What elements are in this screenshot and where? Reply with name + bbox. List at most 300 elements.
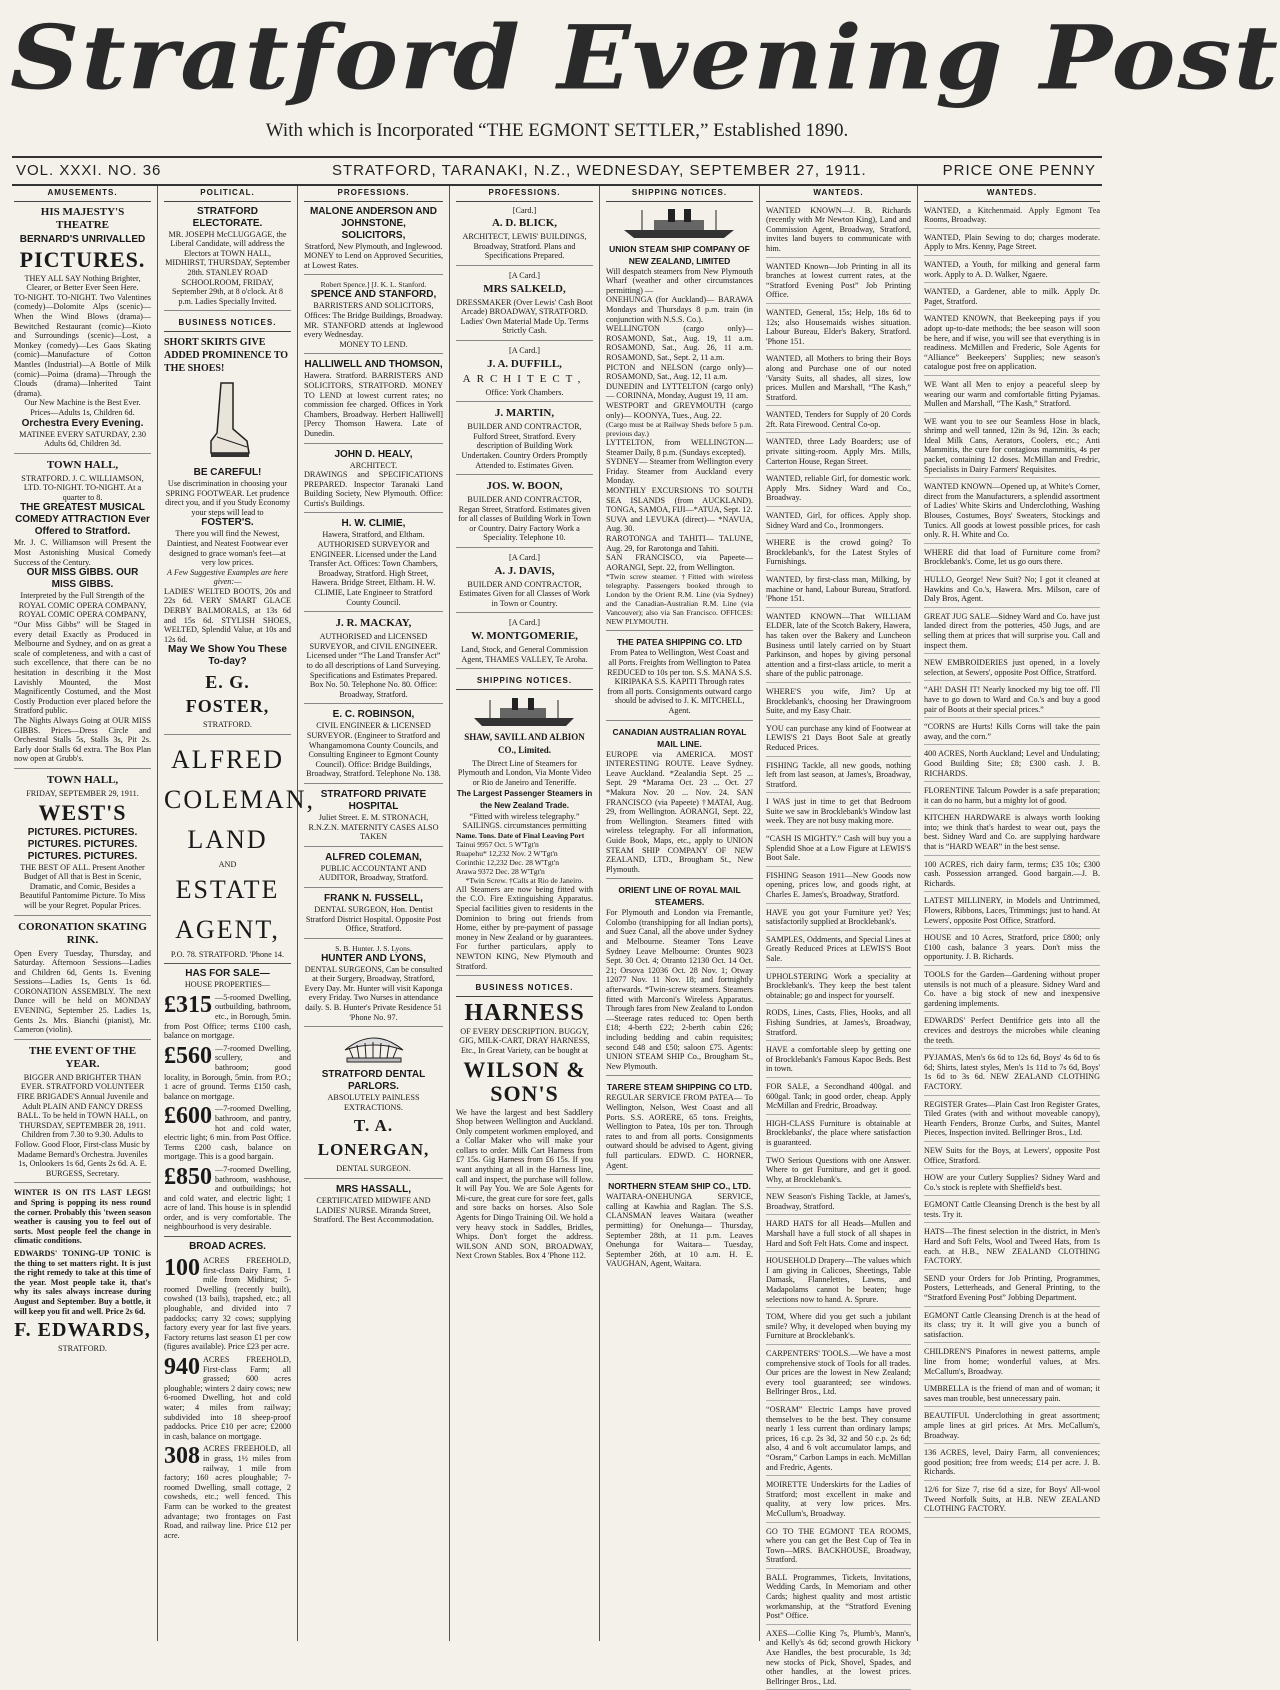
card-heading: MALONE ANDERSON AND JOHNSTONE,	[309, 205, 438, 229]
card-heading: A. J. DAVIS,	[494, 564, 555, 577]
section-heading: SHIPPING NOTICES.	[606, 186, 753, 202]
ad-subheading: STRATFORD.	[58, 1344, 107, 1354]
ad-body: EUROPE via AMERICA. MOST INTERESTING ROUTE. Leave Sydney. Leave Auckland. *Zealandia Sept. 25 ... Sept. 29 *Marama Oct. 23 ... Oct. 27 *Makura Nov. 20 ... Nov. 24. SAN FRANCISCO (via Papeete) †MATAI, Aug. 29, from Wellington. AORANGI, Sept. 22, from Wellington. Steamers fitted with wireless telegraphy. For all information, Guide Book, Maps, etc., apply to UNION STEAM SHIP COMPANY OF NEW ZEALAND, LTD., Brougham St., New Plymouth.	[606, 749, 753, 874]
professional-card	[304, 789, 443, 847]
professional-card	[304, 893, 443, 939]
card-subheading: BARRISTERS AND SOLICITORS,	[313, 301, 434, 311]
section-heading: WANTEDS.	[766, 186, 911, 202]
ad-body: WAITARA-ONEHUNGA SERVICE, calling at Kawhia and Raglan. The S.S. CLANSMAN leaves Waitara (weather permitting) for Onehunga— Thursday, September 28th, at 11 p.m. Leaves Onehunga for Waitara— Tuesday, September 26th, at 10 a.m. H. E. VAUGHAN, Agent, Waitara.	[606, 1192, 753, 1269]
card-subheading: ABSOLUTELY PAINLESS EXTRACTIONS.	[327, 1093, 420, 1112]
card-banner: T. A. LONERGAN,	[317, 1116, 430, 1160]
professional-card	[304, 206, 443, 276]
ad-body: From Patea to Wellington, West Coast and all Ports. Freights from Wellington to Patea REDUCED to 10s per ton. S.S. MANA S.S. KIRIPAKA S.S. KAPITI Through rates from all ports. Consignments outward cargo should be advised to J. K. MITCHELL, Agent.	[607, 648, 752, 715]
ad-body: BIGGER AND BRIGHTER THAN EVER. STRATFORD VOLUNTEER FIRE BRIGADE'S Annual Juvenile and Adult PLAIN AND FANCY DRESS BALL. To be held in TOWN HALL, on THURSDAY, SEPTEMBER 28, 1911. Children from 7.30 to 9.30. Adults to Follow. Good Floor, First-class Music by Madame Bernard's Orchestra. Juveniles 1s, Onlookers 1s 6d, Gents 2s 6d. A. E. BURGESS, Secretary.	[15, 1072, 150, 1178]
classified-item: WANTED KNOWN, that Beekeeping pays if you adopt up-to-date methods; the bee season will soon be here, and if wise, you will see that everything is in readiness. McMillen and Frederic, Sole Agents for “Alliance” Beekeepers' Supplies; new season's catalogue post free on application.	[924, 314, 1100, 376]
steamship-icon	[470, 694, 580, 728]
price: PRICE ONE PENNY	[942, 162, 1096, 179]
professional-card	[456, 480, 593, 548]
ad-banner: WILSON & SON'S	[463, 1056, 586, 1106]
card-body: DENTAL SURGEON, Hon. Dentist Stratford District Hospital. Opposite Post Office, Stratford.	[305, 904, 442, 934]
section-heading: AMUSEMENTS.	[14, 186, 151, 202]
card-heading: ALFRED COLEMAN,	[325, 851, 422, 863]
listing	[164, 1256, 291, 1352]
columns	[8, 186, 1106, 1686]
ad-note: *Twin screw steamer. †Fitted with wireless telegraphy. Passengers booked through to London by the Orient R.M. Line (via Sydney) and the Canadian-Australian R.M. Line (via Vancouver); also via San Francisco. OFFICES: NEW PLYMOUTH.	[606, 572, 753, 627]
professional-card	[304, 944, 443, 1028]
ad-tagline: THEY ALL SAY Nothing Brighter, Clearer, or Better Ever Seen Here.	[24, 273, 141, 293]
ad-note: May We Show You These To-day?	[168, 644, 287, 668]
listing-price: £315	[164, 991, 212, 1018]
classified-item: TOM, Where did you get such a jubilant smile? Why, it developed when buying my Furniture at Brocklebank's.	[766, 1312, 911, 1345]
listing-price: £850	[164, 1163, 212, 1190]
coleman-ad	[164, 740, 316, 1544]
classified-item: “AH! DASH IT! Nearly knocked my big toe off. I'll have to go down to Ward and Co.'s and buy a good pair of Boots at their special prices.”	[924, 685, 1100, 718]
ad-note: Our New Machine is the Best Ever. Prices—Adults 1s, Children 6d.	[24, 398, 141, 417]
professional-card	[304, 449, 443, 514]
card-heading: FRANK N. FUSSELL,	[324, 892, 423, 904]
listing	[164, 1104, 291, 1162]
classified-item: HATS—The finest selection in the district, in Men's Hard and Soft Felts, Wool and Tweed Hats, from 1s each. at H.B., NEW ZEALAND CLOTHING FACTORY.	[924, 1227, 1100, 1269]
card-heading: HUNTER AND LYONS,	[321, 952, 426, 964]
ad-banner: AND	[218, 860, 237, 870]
classified-item: PYJAMAS, Men's 6s 6d to 12s 6d, Boys' 4s 6d to 6s 6d; Shirts, latest styles, Men's 1s 11d to 7s 6d, Boys' 1s 6d to 3s 6d. NEW ZEALAND CLOTHING FACTORY.	[924, 1053, 1100, 1095]
card-body: DRAWINGS and SPECIFICATIONS PREPARED. Inspector Taranaki Land Building Society, New Plymouth. Office: Curtis's Buildings.	[304, 470, 443, 508]
ad-subheading: P.O. 78. STRATFORD. 'Phone 14.	[170, 949, 285, 959]
ad-subheading: HOUSE PROPERTIES—	[184, 980, 271, 990]
card-body: MONEY to Lend on Approved Securities, at Lowest Rates.	[304, 251, 443, 270]
section-heading: POLITICAL.	[164, 186, 291, 202]
classified-item: NEW Season's Fishing Tackle, at James's, Broadway, Stratford.	[766, 1192, 911, 1215]
ad-banner: AGENT,	[175, 914, 280, 944]
card-body: CIVIL ENGINEER & LICENSED SURVEYOR. (Engineer to Stratford and Whangamomona County Councils, and Consulting Engineer to Egmont County Council). Office: Bridge Buildings, Broadway, Stratford. Telephone No. 138.	[306, 721, 441, 779]
classified-item: REGISTER Grates—Plain Cast Iron Register Grates, Tiled Grates (with and without moveable canopy), Hearth Fenders, Bronze Curbs, and Suites, Mantel Pieces, Inspection invited. Bellringer Bros., Ltd.	[924, 1100, 1100, 1142]
classified-item: CARPENTERS' TOOLS.—We have a most comprehensive stock of Tools for all trades. Our prices are the lowest in New Zealand; every tool guaranteed; see windows. Bellringer Bros., Ltd.	[766, 1349, 911, 1401]
boot-illustration-icon	[203, 381, 253, 461]
card-names: Robert Spence.] [J. K. L. Stanford.	[320, 280, 427, 290]
classified-item: FOR SALE, a Secondhand 400gal. and 600gal. Tank; in good order, cheap. Apply McMillan and Fredric, Broadway.	[766, 1082, 911, 1115]
card-heading: H. W. CLIMIE,	[341, 518, 406, 530]
classified-item: HIGH-CLASS Furniture is obtainable at Brocklebanks', the place where satisfaction is guaranteed.	[766, 1119, 911, 1152]
ad-note: A Few Suggestive Examples are here given:—	[167, 567, 288, 587]
professional-card	[456, 618, 593, 669]
card-heading: STRATFORD DENTAL PARLORS.	[321, 1069, 426, 1093]
classified-item: I WAS just in time to get that Bedroom Suite we saw in Brocklebank's Window last week. They are not busy making more.	[766, 797, 911, 830]
route-note: (Cargo must be at Railway Sheds before 5 p.m. previous day.)	[606, 420, 753, 439]
card-body: DENTAL SURGEONS, Can be consulted at their Surgery, Broadway, Stratford, Every Day. Mr. Hunter will visit Kaponga every Friday. Two Nurses in attendance daily. S. B. Hunter's Private Residence 51 'Phone No. 97.	[304, 964, 443, 1022]
professional-card	[304, 617, 443, 704]
shipping-ad	[606, 1180, 753, 1273]
ad-body: EDWARDS' TONING-UP TONIC is the thing to set matters right. It is just the right remedy to take at this time of the year. Most people take it, that's why its sales always increase during August and September. Buy a bottle, it will keep you fit and well. Price 2s 6d.	[14, 1248, 151, 1316]
card-body: CERTIFICATED MIDWIFE AND LADIES' NURSE. Miranda Street, Stratford. The Best Accommodation.	[313, 1196, 434, 1225]
listing	[164, 1044, 291, 1102]
section-heading: BUSINESS NOTICES.	[164, 316, 291, 332]
section-heading: PROFESSIONS.	[456, 186, 593, 202]
ad-banner: OUR MISS GIBBS. OUR MISS GIBBS.	[26, 567, 139, 591]
classified-item: NEW EMBROIDERIES just opened, in a lovely selection, at Sewers', opposite Post Office, Stratford.	[924, 658, 1100, 681]
ad-heading: CANADIAN AUSTRALIAN ROYAL MAIL LINE.	[612, 726, 747, 749]
classified-item: BEAUTIFUL Underclothing in great assortment; ample lines at girl prices. At Mrs. McCallum's, Broadway.	[924, 1411, 1100, 1444]
classified-item: HOW are your Cutlery Supplies? Sidney Ward and Co.'s stock is replete with Sheffield's best.	[924, 1173, 1100, 1196]
professional-card	[456, 206, 593, 266]
card-subheading: ARCHITECT,	[462, 372, 587, 385]
card-heading: HALLIWELL AND THOMSON,	[304, 359, 443, 371]
ad-heading: SHAW, SAVILL AND ALBION CO., Limited.	[464, 731, 585, 755]
shipping-ad	[606, 206, 753, 632]
classified-item: KITCHEN HARDWARE is always worth looking into; we think that's hardest to wear out, pays the best. Sidney Ward and Co. are supplying hardware that is “HARD WEAR” in the best sense.	[924, 813, 1100, 855]
card-body: Hawera, Stratford, and Eltham. AUTHORISED SURVEYOR and ENGINEER. Licensed under the Land Transfer Act. Offices: Town Chambers, Broadway, Stratford. High Street, Hawera. Bridge Street, Eltham. H. W. CLIMIE, Late Engineer to Stratford County Council.	[309, 530, 438, 607]
card-label: [A Card.]	[509, 553, 540, 563]
professional-card	[304, 280, 443, 354]
ad-heading: NORTHERN STEAM SHIP CO., LTD.	[608, 1181, 751, 1192]
classified-item: HOUSE and 10 Acres, Stratford, price £800; only £100 cash, balance 3 years. Don't miss the opportunity. J. B. Richards.	[924, 933, 1100, 966]
ad-note: “Fitted with wireless telegraphy.”	[469, 811, 580, 821]
classified-item: RODS, Lines, Casts, Flies, Hooks, and all Fishing Sundries, at James's, Broadway, Stratford.	[766, 1008, 911, 1041]
classified-item: GO TO THE EGMONT TEA ROOMS, where you can get the Best Cup of Tea in Town—MRS. BACKHOUSE, Broadway, Stratford.	[766, 1527, 911, 1569]
ad-heading: HIS MAJESTY'S THEATRE	[40, 205, 125, 231]
card-heading: SPENCE AND STANFORD,	[310, 289, 437, 301]
ad-heading: TOWN HALL,	[46, 773, 119, 786]
listing	[164, 993, 291, 1041]
shipping-ad	[456, 694, 593, 976]
classified-item: TWO Serious Questions with one Answer. Where to get Furniture, and get it good. Why, at Brocklebank's.	[766, 1156, 911, 1189]
skating-ad	[14, 921, 151, 1040]
listing	[164, 1355, 291, 1441]
classified-item: HAVE a comfortable sleep by getting one of Brocklebank's Famous Kapoc Beds. Best in town.	[766, 1045, 911, 1078]
ad-note: SAILINGS. circumstances permitting	[462, 821, 587, 831]
card-label: [Card.]	[512, 205, 537, 215]
classified-item: WANTED, Tenders for Supply of 20 Cords 2ft. Rata Firewood. Central Co-op.	[766, 410, 911, 433]
ad-subheading: HAS FOR SALE—	[185, 968, 270, 980]
classified-item: WANTED KNOWN—Opened up, at White's Corner, direct from the Manufacturers, a splendid assortment of Ladies' White Skirts and Underclothing, Washing Blouses, Costumes, Boys' Sweaters, Stockings and Tunics. All goods at lowest possible prices, for cash only. R. H. White and Co.	[924, 482, 1100, 544]
classified-item: “CASH IS MIGHTY.” Cash will buy you a Splendid Shoe at a Low Figure at LEWIS'S Boot Sale.	[766, 834, 911, 867]
classified-item: WANTED, three Lady Boarders; use of private sitting-room. Apply Mrs. Mills, Carterton House, Regan Street.	[766, 437, 911, 470]
classified-item: 12/6 for Size 7, rise 6d a size, for Boys' All-wool Tweed Norfolk Suits, at H.B. NEW ZEALAND CLOTHING FACTORY.	[924, 1485, 1100, 1518]
classified-item: WANTED KNOWN—That WILLIAM ELDER, late of the Scotch Bakery, Hawera, has taken over the Bakery and Luncheon Business until lately carried on by Stuart Parkinson, and hopes by giving personal attention and a first-class article, to merit a share of the public patronage.	[766, 612, 911, 683]
ad-date: FRIDAY, SEPTEMBER 29, 1911.	[26, 788, 139, 798]
column-amusements	[8, 186, 158, 1641]
card-heading: JOHN D. HEALY,	[334, 448, 413, 460]
route: RAROTONGA and TAHITI— TALUNE, Aug. 29, for Rarotonga and Tahiti.	[606, 534, 753, 553]
steamship-icon	[620, 206, 740, 240]
volume-number: VOL. XXXI. NO. 36	[16, 162, 162, 179]
classified-item: 100 ACRES, rich dairy farm, terms; £35 10s; £300 cash. Possession arranged. Good bargain.—J. B. Richards.	[924, 860, 1100, 893]
classified-item: EDWARDS' Perfect Dentifrice gets into all the crevices and destroys the microbes while cleaning the teeth.	[924, 1016, 1100, 1049]
ad-body: All Steamers are now being fitted with the C.O. Fire Extinguishing Apparatus. Special facilities given to residents in the Dominion to bring out friends from Home, either by pre-payment of passage money in New Zealand or by guarantees. For further particulars, apply to NEWTON KING, New Plymouth and Stratford.	[456, 884, 593, 971]
listing-body: ACRES FREEHOLD, First-class Farm; all grassed; 600 acres ploughable; winters 2 dairy cows; new 6-roomed Dwelling, hot and cold water; 4 miles from railway; subdivided into 18 sheep-proof paddocks. Price £10 per acre; £2000 in cash, balance on mortgage.	[164, 1355, 291, 1441]
listing-body: —7-roomed Dwelling, bathroom, washhouse, and outbuildings; hot and cold water, and electric light; 1 acre of land. This house is in splendid order, and is very comfortable. The neighbourhood is very desirable.	[164, 1164, 291, 1232]
classified-item: CHILDREN'S Pinafores in newest patterns, ample line from home; wonderful values, at Mrs. McCallum's, Broadway.	[924, 1347, 1100, 1380]
ad-heading: THE EVENT OF THE YEAR.	[28, 1044, 137, 1070]
professional-card	[456, 346, 593, 402]
classified-item: “CORNS are Hurts! Kills Corns will take the pain away, and the corn.”	[924, 722, 1100, 745]
ad-body: WINTER IS ON ITS LAST LEGS! and Spring is popping its ness round the corner. Probably this 'tween season weather is causing you to feel out of sorts. Most people feel the change in climatic conditions.	[14, 1188, 151, 1246]
column-wanteds	[760, 186, 918, 1686]
card-subheading: ARCHITECT.	[349, 460, 398, 470]
ad-body: There you will find the Newest, Daintiest, and Neatest Footwear ever designed to grace woman's feet—at very low prices.	[166, 529, 289, 568]
denture-illustration-icon	[339, 1032, 409, 1066]
shipping-ad	[606, 884, 753, 1076]
ad-subheading: BERNARD'S UNRIVALLED	[19, 233, 146, 245]
route: DUNEDIN and LYTTELTON (cargo only)— CORINNA, Monday, August 19, 11 am.	[606, 381, 753, 401]
classified-item: FLORENTINE Talcum Powder is a safe preparation; it can do no harm, but a mighty lot of good.	[924, 786, 1100, 809]
ad-subheading: The Largest Passenger Steamers in the New Zealand Trade.	[456, 788, 593, 810]
card-body: AUTHORISED and LICENSED SURVEYOR, and CIVIL ENGINEER. Licensed under “The Land Transfer Act” to do all descriptions of Land Surveying. Specifications and Estimates Prepared. Box No. 50. Telephone No. 80. Office: Broadway, Stratford.	[306, 632, 441, 699]
ad-banner: WEST'S	[38, 799, 127, 825]
place-date: STRATFORD, TARANAKI, N.Z., WEDNESDAY, SEPTEMBER 27, 1911.	[332, 162, 867, 179]
classified-item: WANTED, by first-class man, Milking, by machine or hand, Labour Bureau, Stratford. 'Phone 151.	[766, 575, 911, 608]
card-note: MONEY TO LEND.	[339, 339, 408, 349]
table-header: Name. Tons. Date of Final Leaving Port	[456, 830, 585, 840]
classified-item: “OSRAM” Electric Lamps have proved themselves to be the best. They consume nearly 1 less current than ordinary lamps; prices, 16 c.p. 2s 3d, 32 and 50 c.p. 2s 6d; also, 4 and 6 volt accumulator lamps, and “Osram,” Carbon Lamps in each. McMillan and Fredric, Agents.	[766, 1405, 911, 1476]
column-political	[158, 186, 316, 1641]
ad-banner: LAND	[187, 825, 268, 855]
listing-body: —5-roomed Dwelling, outbuilding, bathroom, etc., in Borough, 5min. from Post Office; terms £100 cash, balance on mortgage.	[164, 992, 291, 1041]
classified-item: YOU can purchase any kind of Footwear at LEWIS'S 21 Days Boot Sale at greatly Reduced Prices.	[766, 724, 911, 757]
card-body: BUILDER AND CONTRACTOR, Fulford Street, Stratford. Every description of Building Work Undertaken. Country Orders Promptly Attended to. Estimates Given.	[461, 422, 588, 470]
ad-banner: ALFRED	[170, 745, 285, 775]
listing-body: —7-roomed Dwelling, scullery, and bathroom; good locality, in Borough, 5min. from P.O.; 1 acre of ground. Terms £150 cash, balance on mortgage.	[164, 1043, 291, 1101]
ad-banner: COLEMAN,	[164, 785, 316, 815]
card-body: BUILDER AND CONTRACTOR, Estimates Given for all Classes of Work in Town or Country.	[458, 579, 591, 608]
route: MONTHLY EXCURSIONS TO SOUTH SEA ISLANDS (from AUCKLAND). TONGA, SAMOA, FIJI—*ATUA, Sept. 12.	[606, 486, 753, 515]
wanted-list	[766, 206, 911, 1690]
ad-body: Will despatch steamers from New Plymouth Wharf (weather and other circumstances permitting) —	[606, 266, 753, 295]
shipping-ad	[606, 636, 753, 720]
professional-card	[456, 271, 593, 341]
card-body: BUILDER AND CONTRACTOR, Regan Street, Stratford. Estimates given for all classes of Building Work in Town or Country. Dairy Factory Work a Speciality. Telephone 10.	[458, 495, 591, 543]
ad-body: For Plymouth and London via Fremantle, Colombo (transhipping for all Indian ports), and Suez Canal, all the above under Sydney and Melbourne. Steamer Tons Leave Sydney Leave Melbourne: Oruntes 9023 Sept. 30 Oct. 4; Otranto 12130 Oct. 14 Oct. 21; Orsova 12036 Oct. 28 Nov. 1; Otway 12077 Nov. 11 Nov. 18; and fortnightly afterwards. *Twin-screw steamers. Steamers fitted with Marconi's Wireless Apparatus. Through fares from New Zealand to London—Steerage rates reduced to: Open berth £18; 4-berth £22; 2-berth cabin £26; including bedding and cabin requisites; second £48 and £50; saloon £75. Agents: UNION STEAM SHIP Co., Brougham St., New Plymouth.	[606, 908, 753, 1071]
ad-body: Interpreted by the Full Strength of the ROYAL COMIC OPERA COMPANY, ROYAL COMIC OPERA COMPANY,	[18, 591, 147, 620]
classified-item: FISHING Season 1911—New Goods now opening, prices low, and goods right, at Charles E. James's, Broadway, Stratford.	[766, 871, 911, 904]
card-names: S. B. Hunter. J. S. Lyons.	[335, 943, 412, 953]
table-row: Arawa 9372 Dec. 28 W'Tgt'n	[456, 866, 545, 876]
ad-body: REGULAR SERVICE FROM PATEA— To Wellington, Nelson, West Coast and all Ports. S.S. AORERE, 65 tons. Freights, Wellington to Patea, 10s per ton. Through rates to and from all ports. Consignments outward should be advised to Agent, giving full particulars. EDWD. C. HORNER, Agent.	[606, 1093, 753, 1170]
card-heading: MRS SALKELD,	[483, 282, 566, 295]
ad-heading: UNION STEAM SHIP COMPANY OF NEW ZEALAND, LIMITED	[609, 243, 750, 266]
classified-item: MOIRETTE Underskirts for the Ladies of Stratford; most excellent in make and quality, at very low prices. Mrs. McCullum's, Broadway.	[766, 1480, 911, 1522]
ad-subheading: BROAD ACRES.	[189, 1241, 266, 1253]
card-body: Stratford, New Plymouth, and Inglewood.	[304, 241, 443, 251]
ad-body: OF EVERY DESCRIPTION. BUGGY, GIG, MILK-CART, DRAY HARNESS, Etc., In Great Variety, can be bought at	[459, 1026, 590, 1055]
tonic-ad	[14, 1188, 151, 1357]
route: WELLINGTON (cargo only)— ROSAMOND, Sat., Aug. 19, 11 a.m. ROSAMOND, Sat., Aug. 26, 11 a.m. ROSAMOND, Sat., Sept. 2, 11 a.m.	[606, 324, 753, 362]
ad-body: We have the largest and best Saddlery Shop between Wellington and Auckland. Only competent workmen employed, and a Collar Maker who will make your collars to order. Milk Cart Harness from £7 15s. Gig Harness from £6 15s. If you want anything at all in the Harness line, call and inspect, the purchase will follow. It will Pay You. We are Sole Agents for Mi-cure, the great cure for sore feet, galls and sore backs on horses. Also Sole Agents for Dingo Training Oil. We hold a very heavy stock in Saddles, Bridles, Whips. Don't forget the address. WILSON AND SON, BROADWAY, Next Crown Stables. Box 4 'Phone 112.	[456, 1107, 593, 1261]
ad-banner: HARNESS	[464, 999, 585, 1026]
classified-item: 136 ACRES, level, Dairy Farm, all conveniences; good position; free from weeds; £14 per acre. J. B. Richards.	[924, 1448, 1100, 1481]
ad-subheading: BE CAREFUL!	[193, 466, 262, 478]
section-heading: PROFESSIONS.	[304, 186, 443, 202]
classified-item: HULLO, George! New Suit? No; I got it cleaned at Hawkins and Co.'s, Hawera. Mrs. Milson, care of Daly Bros, Agent.	[924, 575, 1100, 608]
card-body: Office: York Chambers.	[485, 387, 564, 397]
classified-item: LATEST MILLINERY, in Models and Untrimmed, Flowers, Ribbons, Laces, Trimmings; just to hand. At Lewers', opposite Post Office, Stratford.	[924, 896, 1100, 929]
card-body: Offices: The Bridge Buildings, Broadway.	[304, 310, 443, 320]
classified-item: HAVE you got your Furniture yet? Yes; satisfactorily supplied at Brocklebank's.	[766, 908, 911, 931]
card-label: [A Card.]	[509, 270, 540, 280]
shipping-ad	[606, 1081, 753, 1175]
table-row: Corinthic 12,232 Dec. 28 W'Tgt'n	[456, 857, 559, 867]
classified-item: WHERE'S you wife, Jim? Up at Brocklebank's, choosing her Drawingroom Suite, and my Easy Chair.	[766, 687, 911, 720]
classified-item: FISHING Tackle, all new goods, nothing left from last season, at James's, Broadway, Stratford.	[766, 761, 911, 794]
route: LYTTELTON, from WELLINGTON— Steamer Daily, 8 p.m. (Sundays excepted).	[606, 438, 753, 457]
ad-body: The Direct Line of Steamers for Plymouth and London, Via Monte Video or Rio de Janeiro and Teneriffe.	[457, 758, 592, 787]
classified-item: AXES—Collie King 7s, Plumb's, Mann's, and Kelly's 4s 6d; second growth Hickory Axe Handles, the best procurable, 1s 3d; new stocks of Pick, Shovel, Spades, and other handles, at the lowest prices. Bellringer Bros., Ltd.	[766, 1629, 911, 1690]
card-heading: E. C. ROBINSON,	[332, 709, 415, 721]
ad-subheading: STRATFORD.	[203, 720, 252, 730]
listing-price: £600	[164, 1103, 212, 1130]
listing	[164, 1165, 291, 1232]
town-hall-ad	[14, 459, 151, 769]
classified-item: NEW Suits for the Boys, at Lewers', opposite Post Office, Stratford.	[924, 1146, 1100, 1169]
masthead	[0, 0, 1280, 150]
professional-card	[304, 709, 443, 784]
classified-item: HOUSEHOLD Drapery—The values which I am giving in Calicoes, Sheetings, Table Damask, Flannelettes, Lawns, and Madapolams cannot be beaten; huge selections now to hand. A. Sprure.	[766, 1256, 911, 1308]
ad-heading: ORIENT LINE OF ROYAL MAIL STEAMERS.	[618, 885, 741, 908]
professional-card	[456, 553, 593, 613]
classified-item: 400 ACRES, North Auckland; Level and Undulating; Good Building Site; £8; £300 cash. J. B. RICHARDS.	[924, 749, 1100, 782]
classified-item: UMBRELLA is the friend of man and of woman; it saves man trouble, best unnecessary pain.	[924, 1384, 1100, 1407]
classified-item: WANTED KNOWN—J. B. Richards (recently with Mr Newton King), Land and Commission Agent, Broadway, Stratford, invites land buyers to communicate with him.	[766, 206, 911, 258]
ad-body: LADIES' WELTED BOOTS, 20s and 22s 6d. VERY SMART GLACE DERBY BALMORALS, at 13s 6d and 15s 6d. STYLISH SHOES, WELTED, Splendid Value, at 10s and 12s 6d.	[164, 586, 291, 644]
incorporated-line: With which is Incorporated “THE EGMONT SETTLER,” Established 1890.	[265, 120, 849, 141]
ad-body: The Nights Always Going at OUR MISS GIBBS. Prices—Dress Circle and Orchestral Stalls 5s, Stalls 3s, Pit 2s. Early door Stalls 6d extra. The Box Plan now open at Grubb's.	[14, 715, 151, 764]
newspaper-title: Stratford Evening Post	[10, 5, 1280, 110]
ad-subheading: PICTURES. PICTURES. PICTURES. PICTURES. PICTURES. PICTURES.	[27, 826, 138, 862]
classified-item: WANTED, a Kitchenmaid. Apply Egmont Tea Rooms, Broadway.	[924, 206, 1100, 229]
route: SYDNEY— Steamer from Wellington every Friday. Steamer from Auckland every Monday.	[606, 457, 753, 486]
route: ONEHUNGA (for Auckland)— BARAWA Mondays and Thursdays 8 p.m. train (in conjunction with N.S.S. Co.).	[606, 295, 753, 324]
ad-heading: TARERE STEAM SHIPPING CO LTD.	[606, 1082, 753, 1093]
route: SAN FRANCISCO, via Papeete— AORANGI, Sept. 22, from Wellington.	[606, 553, 753, 572]
wanted-list	[924, 206, 1100, 1518]
listing-price: £560	[164, 1042, 212, 1069]
listing-acres: 100	[164, 1255, 200, 1282]
ad-subheading: STRATFORD. J. C. WILLIAMSON, LTD. TO-NIGHT. TO-NIGHT. At a quarter to 8.	[21, 473, 144, 502]
classified-item: WANTED, a Youth, for milking and general farm work. Apply to A. D. Walker, Ngaere.	[924, 260, 1100, 283]
card-body: Land, Stock, and General Commission Agent, THAMES VALLEY, Te Aroha.	[461, 645, 588, 664]
listing-body: —7-roomed Dwelling, bathroom, and pantry, hot and cold water, electric light; 6 min. from Post Office. Terms £200 cash, balance on mortgage. This is a good bargain.	[164, 1104, 291, 1162]
card-body: Hawera. Stratford. BARRISTERS AND SOLICITORS, STRATFORD. MONEY TO LEND at lowest current rates; no commission fee charged. Offices in York Chambers, Broadway. Herbert Halliwell] [Percy Thomson Hawera. Late of Dunedin.	[304, 371, 443, 438]
classified-item: WANTED, all Mothers to bring their Boys along and Purchase one of our noted 'Varsity Suits, all shades, all sizes, low prices. Mullen and Marshall, “The Kash,” Stratford.	[766, 354, 911, 406]
ad-note: MATINEE EVERY SATURDAY, 2.30 Adults 6d, Children 3d.	[19, 429, 146, 449]
classified-item: EGMONT Cattle Cleansing Drench is at the head of its class; try it. It will give you a bunch of satisfaction.	[924, 1311, 1100, 1344]
card-label: [A Card.]	[509, 618, 540, 628]
ad-heading: THE PATEA SHIPPING CO. LTD	[616, 637, 743, 648]
card-heading: J. A. DUFFILL,	[487, 357, 562, 370]
ad-body: TO-NIGHT. TO-NIGHT. Two Valentines (comedy)—Dolomite Alps (scenic)—When the Wind Blows (drama)—Bewitched Restaurant (comic)—Kioto and Surroundings (scenic)—Lost, a Monkey (comedy)—Les Gaos Skating (comic)—Manufacture of Cotton Mantles (Industrial)—A Bottle of Milk (comic)—Poima (drama)—Through the Clouds (drama)—Inherited Taint (drama).	[14, 292, 151, 398]
professional-card	[304, 1032, 443, 1179]
election-ad	[164, 206, 291, 312]
ad-heading: TOWN HALL,	[46, 458, 119, 471]
wests-ad	[14, 774, 151, 916]
dateline	[12, 156, 1102, 186]
classified-item: UPHOLSTERING Work a speciality at Brocklebank's. They keep the best talent obtainable; go and inspect for yourself.	[766, 972, 911, 1005]
listing-body: ACRES FREEHOLD, all in grass, 1½ miles from railway, 1 mile from factory; 160 acres ploughable; 7-roomed Dwelling, small cottage, 2 cowsheds, etc.; well fenced. This Farm can be worked to the greatest advantage; two frontages on Fast Road, and railway line. Price £12 per acre.	[164, 1444, 291, 1540]
card-subheading: SOLICITORS,	[341, 229, 406, 241]
ad-banner: F. EDWARDS,	[14, 1319, 151, 1342]
route: SUVA and LEVUKA (direct)— *NAVUA, Aug. 30.	[606, 514, 753, 534]
classified-item: WHERE is the crowd going? To Brocklebank's, for the Latest Styles of Furnishings.	[766, 538, 911, 571]
ad-body: Use discrimination in choosing your SPRING FOOTWEAR. Let prudence direct you, and if you Study Economy your steps will lead to	[165, 478, 290, 517]
card-body: MR. STANFORD attends at Inglewood every Wednesday.	[304, 320, 443, 340]
card-body: DRESSMAKER (Over Lewis' Cash Boot Arcade) BROADWAY, STRATFORD. Ladies' Own Material Made Up. Terms Strictly Cash.	[456, 297, 593, 336]
foster-ad	[164, 336, 291, 735]
classified-item: EGMONT Cattle Cleansing Drench is the best by all tests. Try it.	[924, 1200, 1100, 1223]
professional-card	[456, 407, 593, 475]
classified-item: GREAT JUG SALE—Sidney Ward and Co. have just landed direct from the potteries, 450 Jugs, and are selling them at prices that will surprise you. Call and inspect them.	[924, 612, 1100, 654]
shipping-ad	[606, 726, 753, 880]
column-professions-2	[450, 186, 600, 1641]
classified-item: WE Want all Men to enjoy a peaceful sleep by wearing our warm and comfortable fitting Pyjamas. Mullen and Marshall, “The Kash,” Stratford.	[924, 380, 1100, 413]
table-row: Ruapehu* 12,232 Nov. 2 W'Tgt'n	[456, 848, 558, 858]
column-shipping	[600, 186, 760, 1641]
ad-body: “Our Miss Gibbs” will be Staged in every detail Exactly as Produced in Melbourne and Sydney, and on as great a scale of completeness, and with a cast of such excellence, that there can be no hesitation in describing it the Most Lavishly Mounted, the Most Magnificently Costumed, and the Most Costly Production ever placed before the Stratford public.	[14, 620, 151, 716]
ad-body: Open Every Tuesday, Thursday, and Saturday. Afternoon Sessions—Ladies and Children 6d, Gents 1s. Evening Sessions—Ladies 1s, Gents 1s 6d. CORONATION ASSEMBLY. The next Dance will be held on MONDAY EVENING, September 25. Ladies 1s, Gents 2s. Mrs. Bianchi (pianist), Mr. Cameron (violin).	[14, 948, 151, 1035]
ad-body: Mr. J. C. Williamson will Present the Most Astonishing Musical Comedy Success of the Century.	[14, 538, 151, 567]
classified-item: WANTED, General, 15s; Help, 18s 6d to 12s; also Housemaids wishes situation. Labour Bureau, Elder's Bakery, Stratford. 'Phone 151.	[766, 308, 911, 350]
ad-body: MR. JOSEPH McCLUGGAGE, the Liberal Candidate, will address the Electors at TOWN HALL, MIDHIRST, THURSDAY, September 28th. STANLEY ROAD SCHOOLROOM, FRIDAY, September 29th, at 8 o'clock. At 8 p.m. Ladies Specially Invited.	[165, 229, 290, 306]
classified-item: WHERE did that load of Furniture come from? Brocklebank's. Come, let us go ours there.	[924, 548, 1100, 571]
card-subheading: DENTAL SURGEON.	[336, 1164, 411, 1174]
professional-card	[304, 852, 443, 888]
classified-item: WANTED, a Gardener, able to milk. Apply Dr. Paget, Stratford.	[924, 287, 1100, 310]
fire-ball-ad	[14, 1045, 151, 1184]
classified-item: WANTED Known—Job Printing in all its branches at lowest current rates, at the “Stratford Evening Post” Job Printing Office.	[766, 262, 911, 304]
section-heading: WANTEDS.	[924, 186, 1100, 202]
column-professions	[298, 186, 450, 1641]
classified-item: WE want you to see our Seamless Hose in black, shrimp and well tanned, 12in 3s 9d, 12in. 3s each; Ideal Milk Cans, Aerators, Coolers, etc.; Anti Mammitis, the cure for contagious mammitis, 4s per packet, containing 12 doses. McMillan and Fredric, Specialists in Dairy Farmers' Requisites.	[924, 417, 1100, 479]
route: PICTON and NELSON (cargo only)— ROSAMOND, Sat., Aug. 12, 11 a.m.	[606, 362, 753, 382]
card-heading: W. MONTGOMERIE,	[471, 630, 578, 643]
section-heading: BUSINESS NOTICES.	[456, 981, 593, 997]
professional-card	[304, 359, 443, 443]
ad-body: THE BEST OF ALL. Present Another Budget of All that is Best in Scenic, Dramatic, and Comic, Besides a Beautiful Pantomime Picture. To Miss will be your Regret. Popular Prices.	[19, 862, 146, 910]
professional-card	[304, 1184, 443, 1229]
ad-banner: ESTATE	[175, 874, 280, 904]
card-heading: JOS. W. BOON,	[486, 480, 563, 493]
classified-item: SAMPLES, Oddments, and Special Lines at Greatly Reduced Prices at LEWIS'S Boot Sale.	[766, 935, 911, 968]
classified-item: WANTED, Girl, for offices. Apply shop. Sidney Ward and Co., Ironmongers.	[766, 511, 911, 534]
route: WESTPORT and GREYMOUTH (cargo only)— KOONYA, Tues., Aug. 22.	[606, 400, 753, 420]
harness-ad	[456, 1001, 593, 1265]
section-heading: SHIPPING NOTICES.	[456, 674, 593, 690]
classified-item: WANTED, reliable Girl, for domestic work. Apply Mrs. Sidney Ward and Co., Broadway.	[766, 474, 911, 507]
listing	[164, 1444, 291, 1540]
card-heading: A. D. BLICK,	[491, 217, 558, 230]
ad-banner: PICTURES.	[19, 246, 146, 272]
professional-card	[304, 518, 443, 612]
card-body: Juliet Street. E. M. STRONACH, R.N.Z.N. MATERNITY CASES ALSO TAKEN	[308, 812, 439, 842]
card-heading: STRATFORD PRIVATE HOSPITAL	[320, 788, 427, 812]
table-row: Tainui 9957 Oct. 5 W'Tgt'n	[456, 839, 539, 849]
card-heading: MRS HASSALL,	[336, 1184, 411, 1196]
listing-body: ACRES FREEHOLD, first-class Dairy Farm, 1 mile from Midhirst; 5-roomed Dwelling (recently built), cowshed (13 bails), trapshed, etc.; all ploughable, and divided into 7 paddocks; carry 32 cows; supplying factory every year for last five years. Factory returns last season £1 per cow (figures available). Price £23 per acre.	[164, 1256, 291, 1352]
classified-item: HARD HATS for all Heads—Mullen and Marshall have a full stock of all shapes in Hard and Soft Felt Hats. Come and inspect.	[766, 1219, 911, 1252]
ad-banner: THE GREATEST MUSICAL COMEDY ATTRACTION Ever Offered to Stratford.	[15, 502, 150, 538]
theatre-ad	[14, 206, 151, 454]
ad-heading: STRATFORD ELECTORATE.	[192, 205, 263, 229]
listing-acres: 308	[164, 1443, 200, 1470]
ad-subheading: FOSTER'S.	[201, 517, 254, 529]
card-heading: J. R. MACKAY,	[335, 617, 412, 630]
column-wanteds-2	[918, 186, 1106, 1641]
classified-item: BALL Programmes, Tickets, Invitations, Wedding Cards, In Memoriam and other Cards; highest quality and most artistic workmanship, at the “Stratford Evening Post” Office.	[766, 1573, 911, 1625]
card-heading: J. MARTIN,	[494, 407, 555, 420]
card-label: [A Card.]	[509, 345, 540, 355]
ad-heading: SHORT SKIRTS GIVE ADDED PROMINENCE TO THE SHOES!	[164, 336, 289, 374]
classified-item: WANTED, Plain Sewing to do; charges moderate. Apply to Mrs. Kenny, Page Street.	[924, 233, 1100, 256]
ad-note: Orchestra Every Evening.	[21, 417, 144, 429]
listing-acres: 940	[164, 1354, 200, 1380]
